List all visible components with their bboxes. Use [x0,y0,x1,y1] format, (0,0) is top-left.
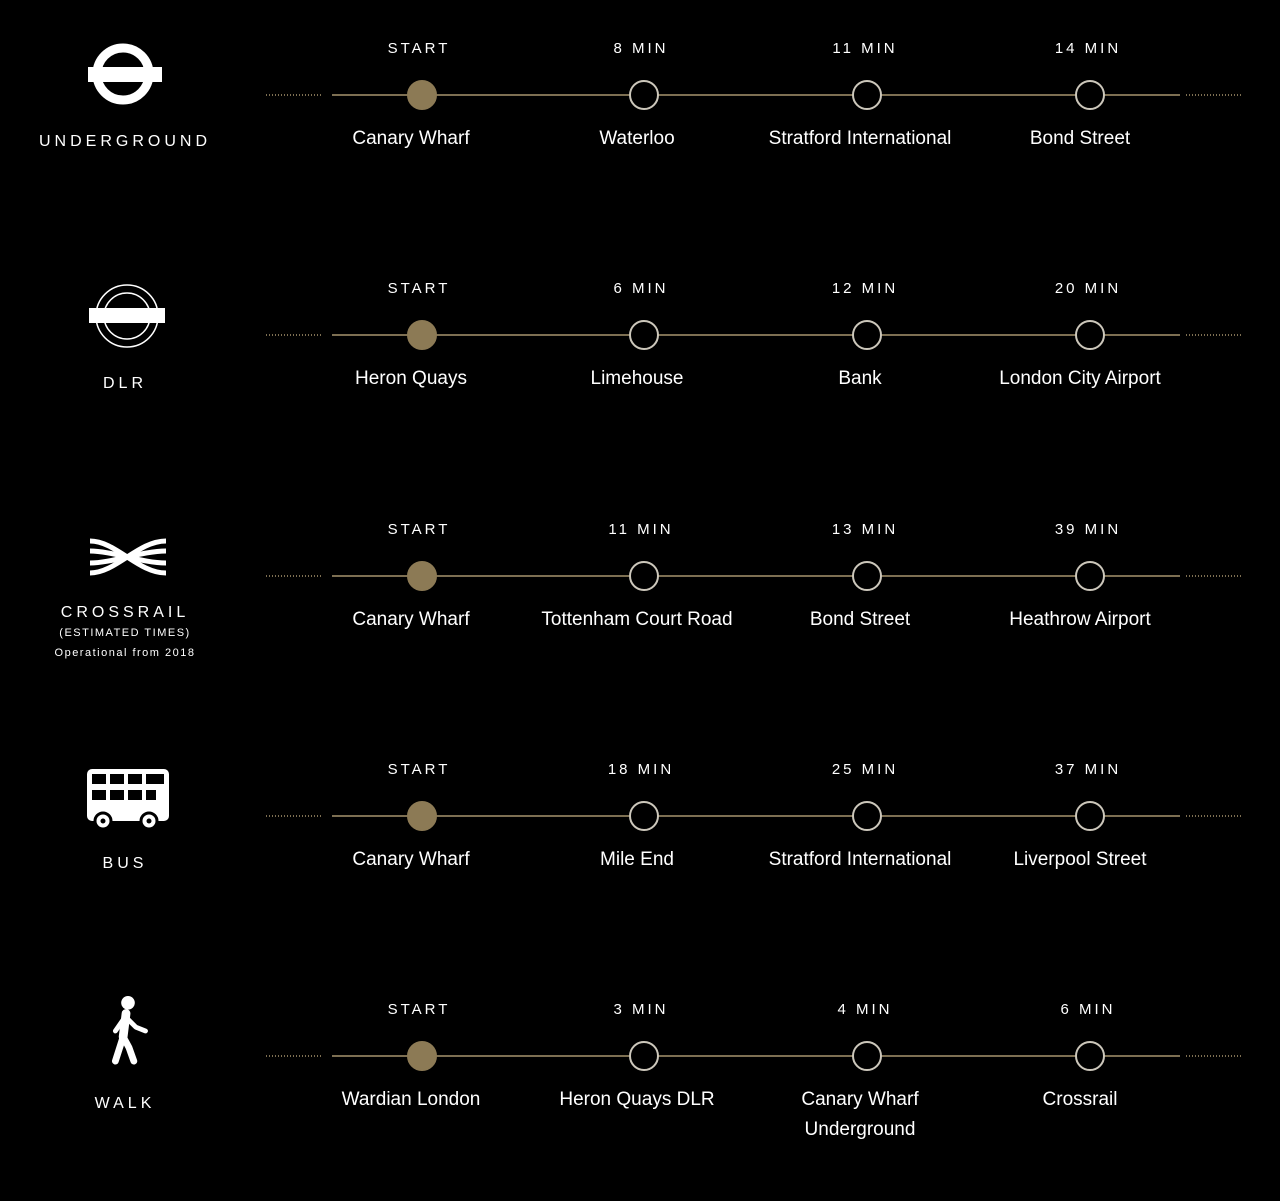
stop-time: 6 MIN [613,280,669,297]
stop-time: START [387,280,451,297]
stop-marker [852,320,882,350]
route-line [0,721,1280,961]
stop-marker [1075,561,1105,591]
stop-time: START [387,521,451,538]
stop-name: Wardian London [341,1089,481,1110]
route-row-underground [0,0,1280,240]
stop-time: 18 MIN [607,761,675,778]
stop-marker [629,561,659,591]
stop-name: Canary Wharf [352,128,470,149]
stop-time: START [387,40,451,57]
stop-name: Crossrail [1042,1089,1118,1110]
stop-marker [629,801,659,831]
stop-time: 12 MIN [831,280,899,297]
route-line [0,961,1280,1201]
route-row-crossrail [0,481,1280,721]
mode-subtitle-operational: Operational from 2018 [54,647,196,659]
stop-marker [852,80,882,110]
mode-label: WALK [94,1095,156,1112]
start-stop-marker [407,1041,437,1071]
stop-name: Stratford International [768,128,952,149]
route-row-walk [0,961,1280,1201]
stop-name: Limehouse [590,368,684,389]
stop-time: 11 MIN [832,40,898,57]
stop-name: Stratford International [768,849,952,870]
mode-subtitle-estimated: (ESTIMATED TIMES) [59,627,191,639]
route-row-dlr [0,240,1280,480]
stop-marker [852,561,882,591]
start-stop-marker [407,561,437,591]
stop-time: 8 MIN [613,40,669,57]
stop-marker [629,80,659,110]
stop-time: 25 MIN [831,761,899,778]
stop-time: 14 MIN [1054,40,1122,57]
stop-time: 6 MIN [1060,1001,1116,1018]
stop-marker [1075,80,1105,110]
route-line [0,0,1280,240]
stop-time: 37 MIN [1054,761,1122,778]
stop-name: Bond Street [809,609,911,630]
route-line [0,240,1280,480]
stop-name: Canary Wharf [352,609,470,630]
stop-name: Heathrow Airport [1009,609,1151,630]
stop-time: 11 MIN [608,521,674,538]
stop-marker [629,1041,659,1071]
start-stop-marker [407,801,437,831]
mode-label: BUS [102,855,148,872]
stop-time: 4 MIN [837,1001,893,1018]
stop-marker [852,1041,882,1071]
stop-name: Canary Wharf Underground [801,1089,919,1140]
stop-name: Tottenham Court Road [541,609,733,630]
stop-name: Heron Quays DLR [559,1089,715,1110]
stop-time: 39 MIN [1054,521,1122,538]
mode-label: UNDERGROUND [39,133,211,150]
route-row-bus [0,721,1280,961]
stop-name: Bank [838,368,882,389]
stop-name: London City Airport [999,368,1161,389]
stop-name: Liverpool Street [1013,849,1147,870]
start-stop-marker [407,320,437,350]
start-stop-marker [407,80,437,110]
stop-time: 20 MIN [1054,280,1122,297]
mode-label: DLR [102,375,147,392]
stop-marker [629,320,659,350]
stop-name: Bond Street [1029,128,1131,149]
stop-marker [1075,1041,1105,1071]
stop-time: 3 MIN [613,1001,669,1018]
stop-name: Heron Quays [355,368,467,389]
stop-marker [1075,320,1105,350]
stop-name: Canary Wharf [352,849,470,870]
route-line [0,481,1280,721]
stop-marker [1075,801,1105,831]
mode-label: CROSSRAIL [60,604,190,621]
stop-time: START [387,1001,451,1018]
stop-marker [852,801,882,831]
stop-time: 13 MIN [831,521,899,538]
stop-time: START [387,761,451,778]
stop-name: Mile End [600,849,674,870]
stop-name: Waterloo [599,128,675,149]
